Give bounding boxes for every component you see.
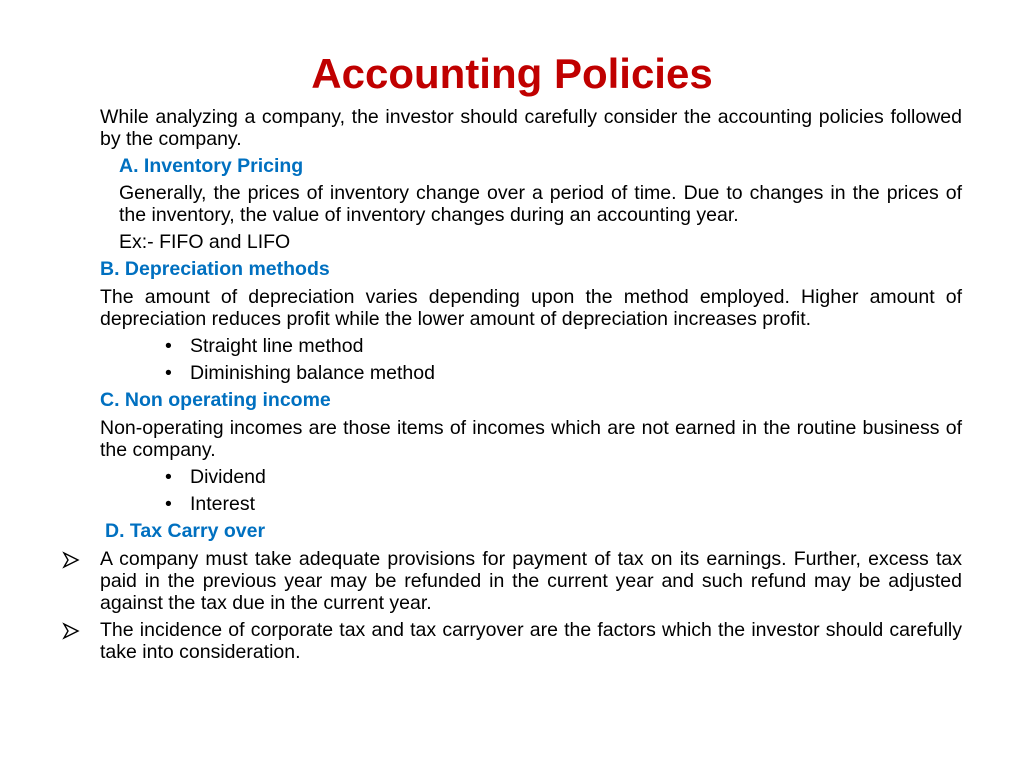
section-b-body: The amount of depreciation varies depending upon the method employed. Higher amount of depreciation reduces profit while the lower amount of depreciation increases profit. <box>100 286 962 330</box>
list-item-label: Straight line method <box>190 335 364 357</box>
section-c-body: Non-operating incomes are those items of incomes which are not earned in the routine business of the company. <box>100 417 962 461</box>
bullet-icon: • <box>165 362 172 384</box>
list-item <box>165 335 363 357</box>
slide-title: Accounting Policies <box>311 50 713 97</box>
list-item-label: Interest <box>190 493 256 515</box>
section-a-body: Generally, the prices of inventory change over a period of time. Due to changes in the prices of the inventory, the value of inventory changes during an accounting year. <box>119 182 962 226</box>
intro-text: While analyzing a company, the investor should carefully consider the accounting policies followed by the company. <box>100 106 962 150</box>
bullet-icon: • <box>165 466 172 488</box>
section-d-point-1: A company must take adequate provisions for payment of tax on its earnings. Further, excess tax paid in the previous year may be refunded in the current year and such refund may be adjusted against the tax due in the current year. <box>100 548 962 614</box>
arrow-bullet-icon <box>62 551 80 569</box>
list-item <box>165 362 435 384</box>
arrow-bullet-icon <box>62 622 80 640</box>
section-a-heading: A. Inventory Pricing <box>119 155 304 177</box>
bullet-icon: • <box>165 335 172 357</box>
section-d-point-2: The incidence of corporate tax and tax carryover are the factors which the investor should carefully take into consideration. <box>100 619 962 663</box>
section-c-heading: C. Non operating income <box>100 389 331 411</box>
bullet-icon: • <box>165 493 172 515</box>
list-item <box>165 466 266 488</box>
list-item <box>165 493 255 515</box>
section-a-example: Ex:- FIFO and LIFO <box>119 231 291 253</box>
list-item-label: Diminishing balance method <box>190 362 435 384</box>
section-d-heading: D. Tax Carry over <box>105 520 266 542</box>
section-b-heading: B. Depreciation methods <box>100 258 330 280</box>
list-item-label: Dividend <box>190 466 266 488</box>
